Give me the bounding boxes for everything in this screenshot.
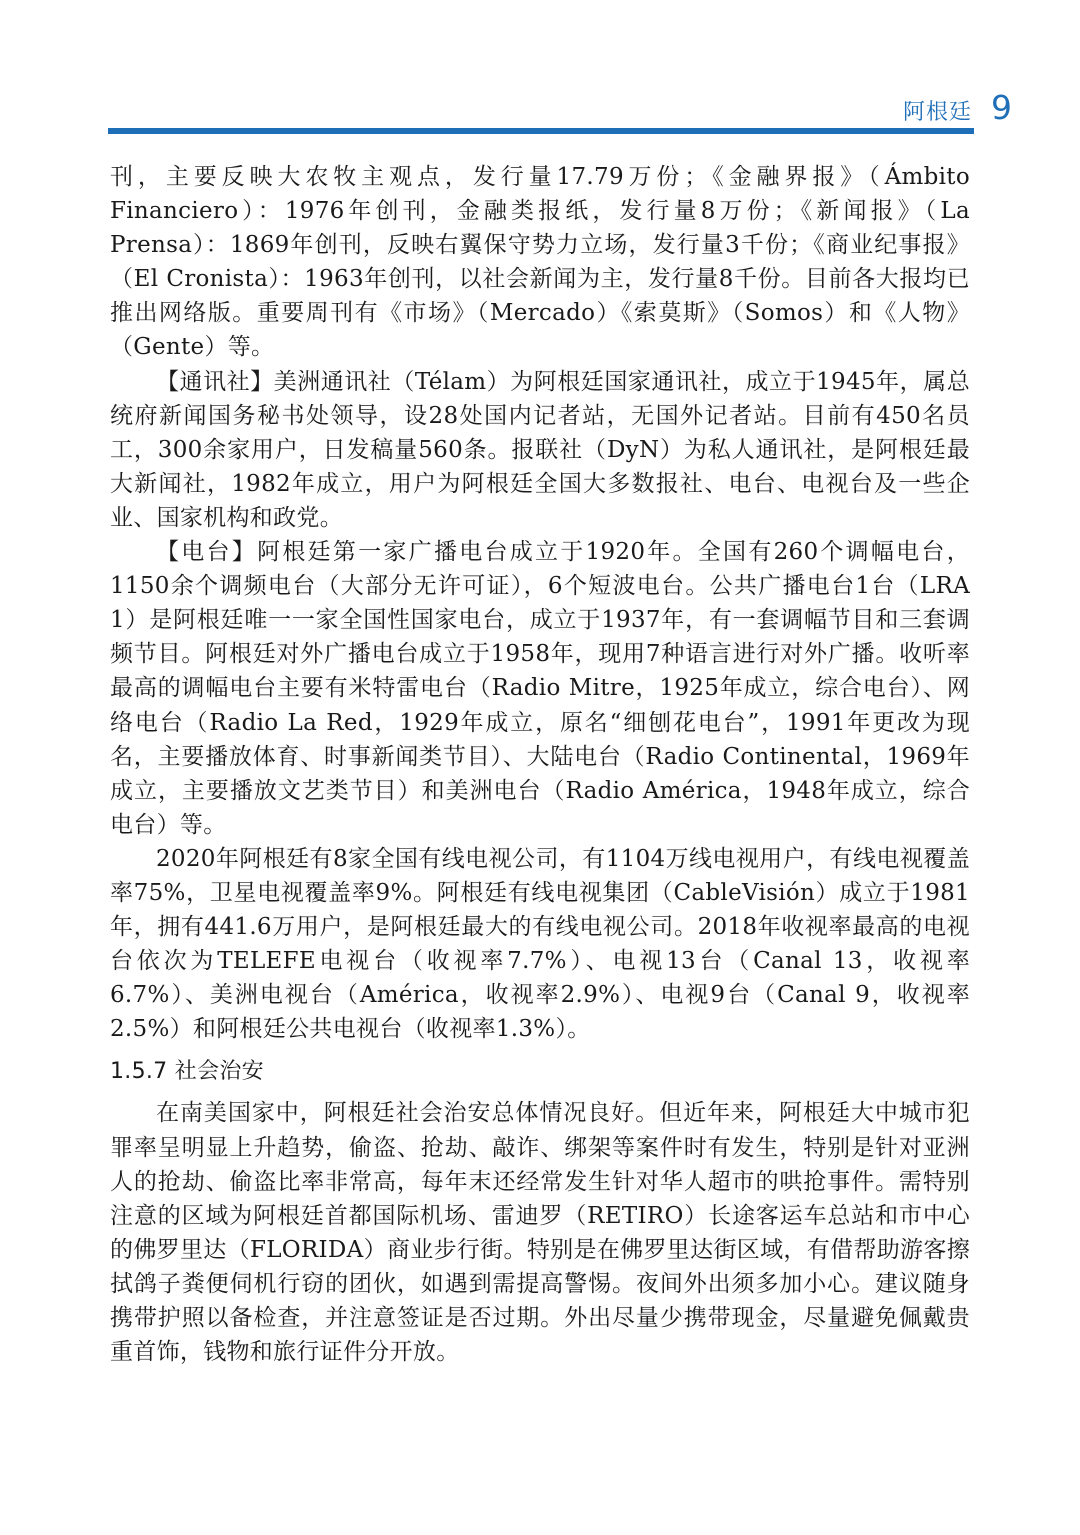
page-header (0, 0, 1080, 140)
running-header-title: 阿根廷 (902, 100, 972, 125)
page-body (110, 160, 970, 1369)
page-number: 9 (991, 88, 1012, 127)
paragraph-radio: 【电台】阿根廷第一家广播电台成立于1920年。全国有260个调幅电台，1150余个调频电台（大部分无许可证），6个短波电台。公共广播电台1台（LRA 1）是阿根廷唯一一家全国性国家电台，成立于1937年，有一套调幅节目和三套调频节目。阿根廷对外广播电台成立于1958年，现用7种语言进行对外广播。收听率最高的调幅电台主要有米特雷电台（Radio Mitre，1925年成立，综合电台）、网络电台（Radio La Red，1929年成立，原名“细刨花电台”，1991年更改为现名，主要播放体育、时事新闻类节目）、大陆电台（Radio Continental，1969年成立，主要播放文艺类节目）和美洲电台（Radio América，1948年成立，综合电台）等。 (110, 539, 970, 838)
paragraph-news-agencies: 【通讯社】美洲通讯社（Télam）为阿根廷国家通讯社，成立于1945年，属总统府新闻国务秘书处领导，设28处国内记者站，无国外记者站。目前有450名员工，300余家用户，日发稿量560条。报联社（DyN）为私人通讯社，是阿根廷最大新闻社，1982年成立，用户为阿根廷全国大多数报社、电台、电视台及一些企业、国家机构和政党。 (110, 368, 970, 531)
paragraph-newspapers: 刊，主要反映大农牧主观点，发行量17.79万份；《金融界报》（Ámbito Financiero）：1976年创刊，金融类报纸，发行量8万份；《新闻报》（La Prensa）：1869年创刊，反映右翼保守势力立场，发行量3千份；《商业纪事报》（El Cronista）：1963年创刊，以社会新闻为主，发行量8千份。目前各大报均已推出网络版。重要周刊有《市场》（Mercado）《索莫斯》（Somos）和《人物》（Gente）等。 (110, 164, 970, 361)
header-rule (108, 128, 974, 134)
paragraph-television: 2020年阿根廷有8家全国有线电视公司，有1104万线电视用户，有线电视覆盖率75%，卫星电视覆盖率9%。阿根廷有线电视集团（CableVisión）成立于1981年，拥有441.6万用户，是阿根廷最大的有线电视公司。2018年收视率最高的电视台依次为TELEFE电视台（收视率7.7%）、电视13台（Canal 13，收视率6.7%）、美洲电视台（América，收视率2.9%）、电视9台（Canal 9，收视率2.5%）和阿根廷公共电视台（收视率1.3%）。 (110, 845, 970, 1043)
section-heading-public-security: 1.5.7 社会治安 (110, 1059, 264, 1085)
paragraph-public-security: 在南美国家中，阿根廷社会治安总体情况良好。但近年来，阿根廷大中城市犯罪率呈明显上升趋势，偷盗、抢劫、敲诈、绑架等案件时有发生，特别是针对亚洲人的抢劫、偷盗比率非常高，每年末还经常发生针对华人超市的哄抢事件。需特别注意的区域为阿根廷首都国际机场、雷迪罗（RETIRO）长途客运车总站和市中心的佛罗里达（FLORIDA）商业步行街。特别是在佛罗里达街区域，有借帮助游客擦拭鸽子粪便伺机行窃的团伙，如遇到需提高警惕。夜间外出须多加小心。建议随身携带护照以备检查，并注意签证是否过期。外出尽量少携带现金，尽量避免佩戴贵重首饰，钱物和旅行证件分开放。 (110, 1100, 970, 1366)
